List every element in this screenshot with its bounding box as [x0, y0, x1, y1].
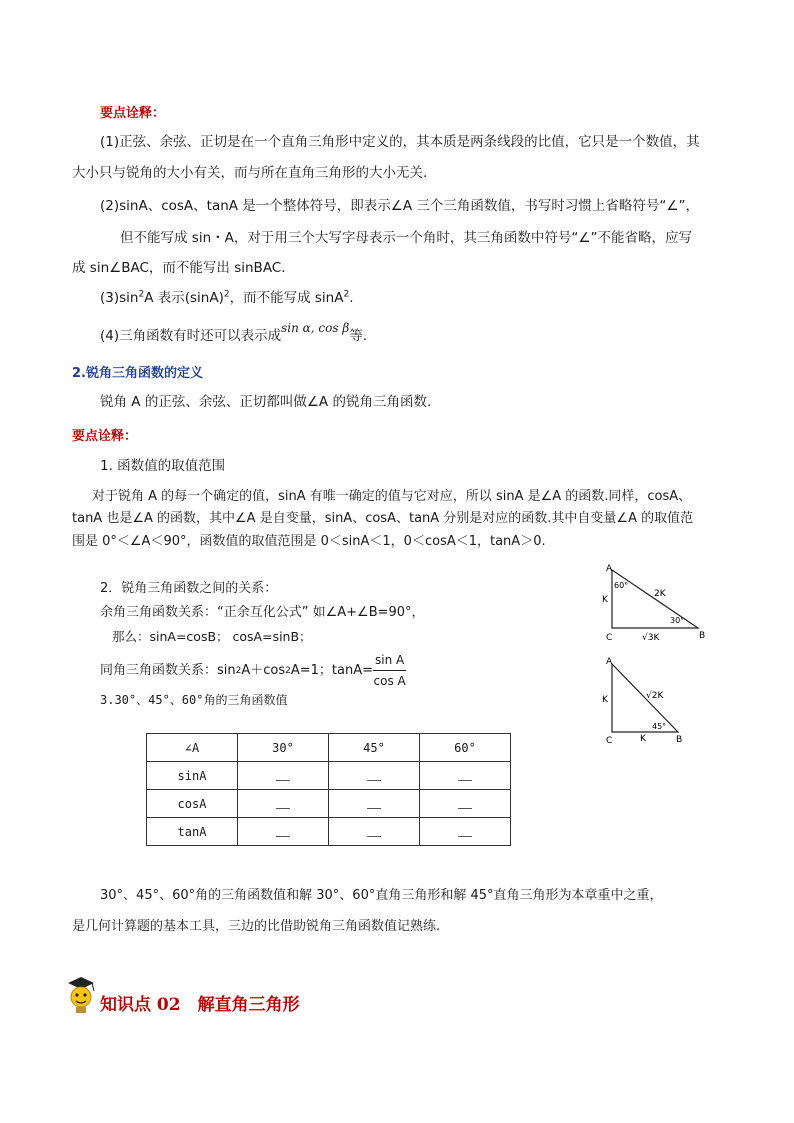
base-side-label: K — [640, 734, 646, 744]
notes2-h2: 2．锐角三角函数之间的关系： — [100, 581, 278, 596]
notes1-line3: (2)sinA、cosA、tanA 是一个整体符号，即表示∠A 三个三角函数值，书写时习惯上省略符号“∠”， — [100, 198, 700, 214]
notes1-line1: (1)正弦、余弦、正切是在一个直角三角形中定义的，其本质是两条线段的比值，它只是一个数值，其 — [100, 134, 700, 150]
vertex-B: B — [699, 631, 706, 641]
vertical-side-label: K — [602, 695, 608, 705]
notes-title-1: 要点诠释： — [100, 106, 166, 121]
sup: 2 — [343, 289, 350, 300]
notes2-p1: 对于锐角 A 的每一个确定的值，sinA 有唯一确定的值与它对应，所以 sinA 是∠A 的函数.同样，cosA、 — [92, 489, 692, 504]
fraction-denominator: cos A — [373, 674, 406, 688]
notes1-line6 — [100, 288, 353, 308]
section2-def: 锐角 A 的正弦、余弦、正切都叫做∠A 的锐角三角函数. — [100, 394, 432, 410]
angle-B-label: 45° — [652, 722, 667, 731]
relation-complementary: 余角三角函数关系：“正余互化公式” 如∠A+∠B=90°， — [100, 605, 425, 620]
triangle-30-60-figure — [596, 560, 716, 645]
notes2-h1: 1. 函数值的取值范围 — [100, 458, 226, 474]
vertex-B: B — [676, 735, 683, 745]
table-header-cell: 45° — [329, 734, 420, 762]
blank-cell — [238, 762, 329, 790]
sup: 2 — [223, 289, 230, 300]
sup: 2 — [138, 289, 145, 300]
notes-title-2: 要点诠释： — [72, 429, 138, 444]
hypotenuse-label: 2K — [654, 589, 666, 599]
vertical-side-label: K — [602, 595, 608, 605]
table-header-cell: 30° — [238, 734, 329, 762]
l6-a: (3)sin — [100, 290, 139, 306]
answer-blank — [367, 768, 381, 781]
summary-line2: 是几何计算题的基本工具，三边的比借助锐角三角函数值记熟练. — [72, 919, 441, 934]
r3-c: A=1；tanA= — [290, 662, 374, 678]
blank-cell — [238, 790, 329, 818]
notes1-line4: 但不能写成 sin・A，对于用三个大写字母表示一个角时，其三角函数中符号“∠”不能省略，应写 — [120, 230, 692, 246]
section-heading-02: 知识点 02 解直角三角形 — [100, 995, 300, 1015]
hypotenuse-label: √2K — [646, 691, 664, 701]
row-label: sinA — [147, 762, 238, 790]
answer-blank — [458, 796, 472, 809]
vertex-C: C — [606, 633, 613, 643]
table-header-row — [147, 734, 511, 762]
l6-c: ，而不能写成 sinA — [229, 290, 344, 306]
row-label: cosA — [147, 790, 238, 818]
answer-blank — [458, 768, 472, 781]
tan-fraction — [373, 650, 406, 691]
l7-a: (4)三角函数有时还可以表示成 — [100, 328, 282, 344]
blank-cell — [238, 818, 329, 846]
table-header-cell: ∠A — [147, 734, 238, 762]
answer-blank — [276, 824, 290, 837]
answer-blank — [367, 796, 381, 809]
l6-b: A 表示(sinA) — [144, 290, 224, 306]
vertex-C: C — [606, 736, 613, 745]
notes2-p3: 围是 0°＜∠A＜90°，函数值的取值范围是 0＜sinA＜1，0＜cosA＜1，tanA＞0. — [72, 534, 546, 549]
triangle-45 — [612, 664, 678, 732]
table-row — [147, 790, 511, 818]
blank-cell — [329, 762, 420, 790]
row-label: tanA — [147, 818, 238, 846]
relation-same-angle: 同角三角函数关系：sin 2 A＋cos 2 A=1；tanA= $\frac{\text{sin A}}{\text{cos A}}$ — [100, 650, 406, 691]
notes1-line5: 成 sin∠BAC，而不能写出 sinBAC. — [72, 260, 286, 276]
answer-blank — [276, 768, 290, 781]
triangle-30-60 — [612, 570, 698, 628]
section2-title: 2.锐角三角函数的定义 — [72, 366, 203, 381]
triangle-45-figure — [596, 650, 696, 745]
notes2-p2: tanA 也是∠A 的函数，其中∠A 是自变量，sinA、cosA、tanA 分别是对应的函数.其中自变量∠A 的取值范 — [72, 511, 694, 526]
l7-math: sin α, cos β — [281, 321, 350, 335]
answer-blank — [367, 824, 381, 837]
table-row — [147, 762, 511, 790]
table-header-cell: 60° — [420, 734, 511, 762]
vertex-A: A — [606, 657, 613, 667]
table-row — [147, 818, 511, 846]
l7-c: 等. — [349, 328, 368, 344]
notes1-line2: 大小只与锐角的大小有关，而与所在直角三角形的大小无关. — [72, 165, 428, 181]
answer-blank — [458, 824, 472, 837]
angle-B-label: 30° — [670, 616, 685, 625]
blank-cell — [420, 762, 511, 790]
r3-a: 同角三角函数关系：sin — [100, 662, 236, 678]
blank-cell — [420, 790, 511, 818]
notes1-line7 — [100, 321, 368, 346]
blank-cell — [329, 818, 420, 846]
summary-line1: 30°、45°、60°角的三角函数值和解 30°、60°直角三角形和解 45°直角三角形为本章重中之重， — [100, 888, 663, 903]
mascot-icon — [64, 975, 98, 1015]
base-side-label: √3K — [642, 633, 660, 643]
r3-b: A＋cos — [241, 662, 286, 678]
angle-A-label: 60° — [614, 581, 629, 590]
fraction-numerator: sin A — [373, 650, 406, 671]
relation-then: 那么：sinA=cosB； cosA=sinB； — [112, 629, 312, 644]
vertex-A: A — [606, 564, 613, 574]
blank-cell — [329, 790, 420, 818]
trig-values-table — [146, 733, 511, 846]
notes2-h3: 3.30°、45°、60°角的三角函数值 — [100, 693, 288, 707]
l6-d: . — [349, 290, 354, 306]
blank-cell — [420, 818, 511, 846]
answer-blank — [276, 796, 290, 809]
